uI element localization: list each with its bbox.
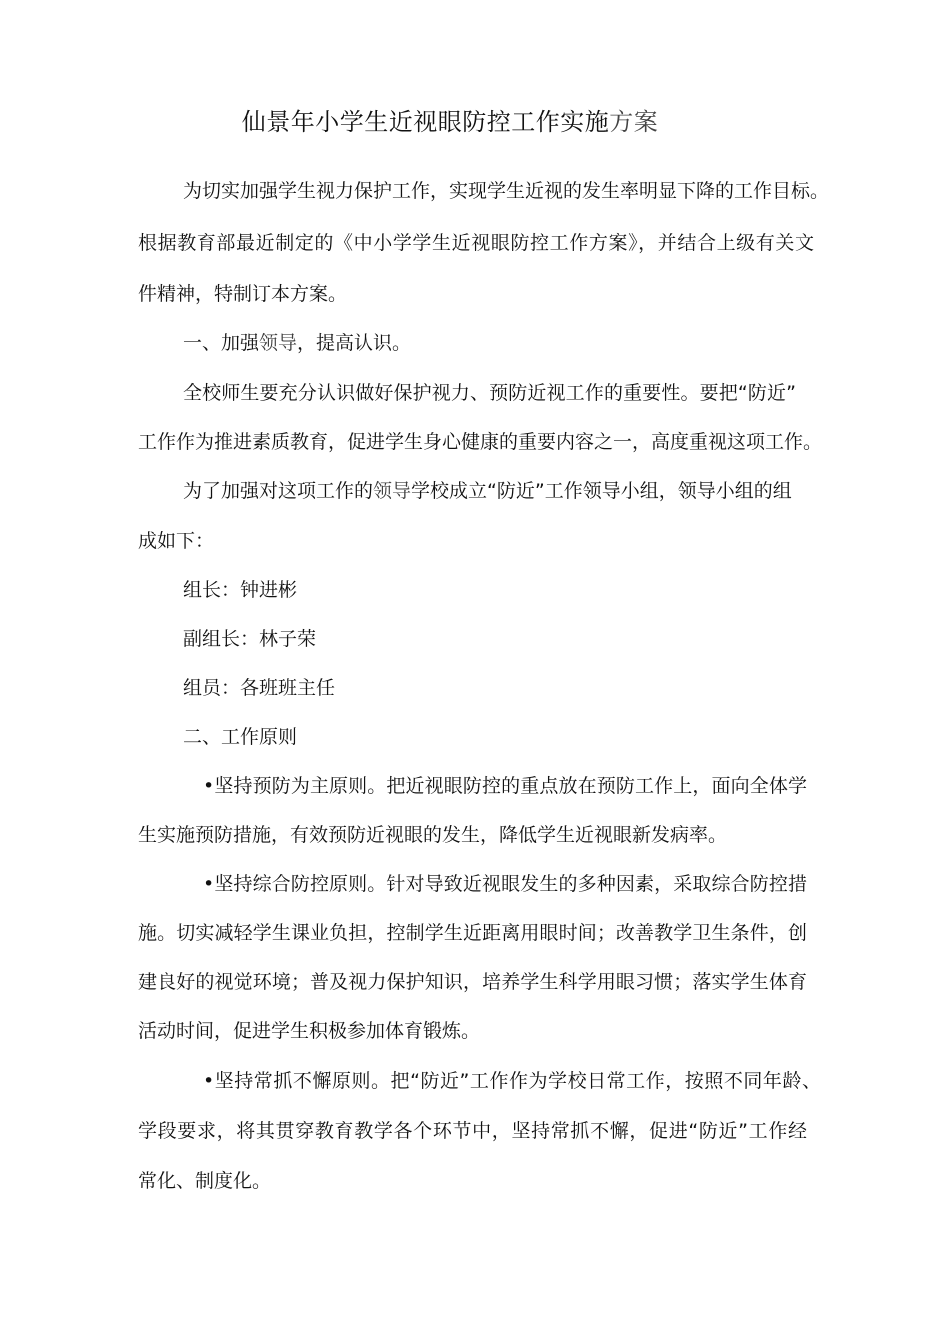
principle2-line-3: 建良好的视觉环境；普及视力保护知识，培养学生科学用眼习惯；落实学生体育 — [138, 971, 807, 993]
section1-heading-mid: 领导 — [259, 332, 298, 354]
intro-line-2: 根据教育部最近制定的《中小学学生近视眼防控工作方案》，并结合上级有关文 — [138, 232, 814, 254]
section1-para1-line-2: 工作作为推进素质教育，促进学生身心健康的重要内容之一，高度重视这项工作。 — [138, 431, 823, 453]
members-line: 组员：各班班主任 — [183, 677, 336, 699]
principle3-line-2: 学段要求，将其贯穿教育教学各个环节中，坚持常抓不懈，促进“防近”工作经 — [138, 1120, 807, 1142]
section1-para2-line-1 — [183, 476, 792, 506]
section1-para2-suffix: 学校成立“防近”工作领导小组，领导小组的组 — [411, 480, 792, 502]
principle2-line-4: 活动时间，促进学生积极参加体育锻炼。 — [138, 1020, 481, 1042]
section1-heading-prefix: 一、加强 — [183, 332, 260, 354]
section1-para2-prefix: 为了加强对这项工作的 — [183, 480, 374, 502]
principle1-line-2: 生实施预防措施，有效预防近视眼的发生，降低学生近视眼新发病率。 — [138, 824, 728, 846]
section1-para2-mid: 领导 — [373, 480, 412, 502]
intro-line-1: 为切实加强学生视力保护工作，实现学生近视的发生率明显下降的工作目标。 — [183, 180, 830, 202]
principle1-line-1: •坚持预防为主原则。把近视眼防控的重点放在预防工作上，面向全体学 — [203, 775, 807, 797]
principle3-line-3: 常化、制度化。 — [138, 1170, 272, 1192]
principle2-line-2: 施。切实减轻学生课业负担，控制学生近距离用眼时间；改善教学卫生条件，创 — [138, 922, 807, 944]
section1-para1-line-1: 全校师生要充分认识做好保护视力、预防近视工作的重要性。要把“防近” — [183, 382, 796, 404]
leader-line: 组长：钟进彬 — [183, 579, 298, 601]
section1-heading — [183, 328, 411, 358]
document-title — [0, 104, 900, 140]
principle3-line-1: •坚持常抓不懈原则。把“防近”工作作为学校日常工作，按照不同年龄、 — [203, 1070, 821, 1092]
deputy-leader-line: 副组长：林子荣 — [183, 628, 317, 650]
principle2-line-1: •坚持综合防控原则。针对导致近视眼发生的多种因素，采取综合防控措 — [203, 873, 807, 895]
title-tail: 方案 — [609, 108, 659, 136]
title-main: 仙景年小学生近视眼防控工作实施 — [241, 108, 610, 136]
section1-heading-suffix: ，提高认识。 — [297, 332, 412, 354]
section2-heading: 二、工作原则 — [183, 726, 298, 748]
intro-line-3: 件精神，特制订本方案。 — [138, 283, 348, 305]
section1-para2-line-2: 成如下： — [138, 530, 215, 552]
